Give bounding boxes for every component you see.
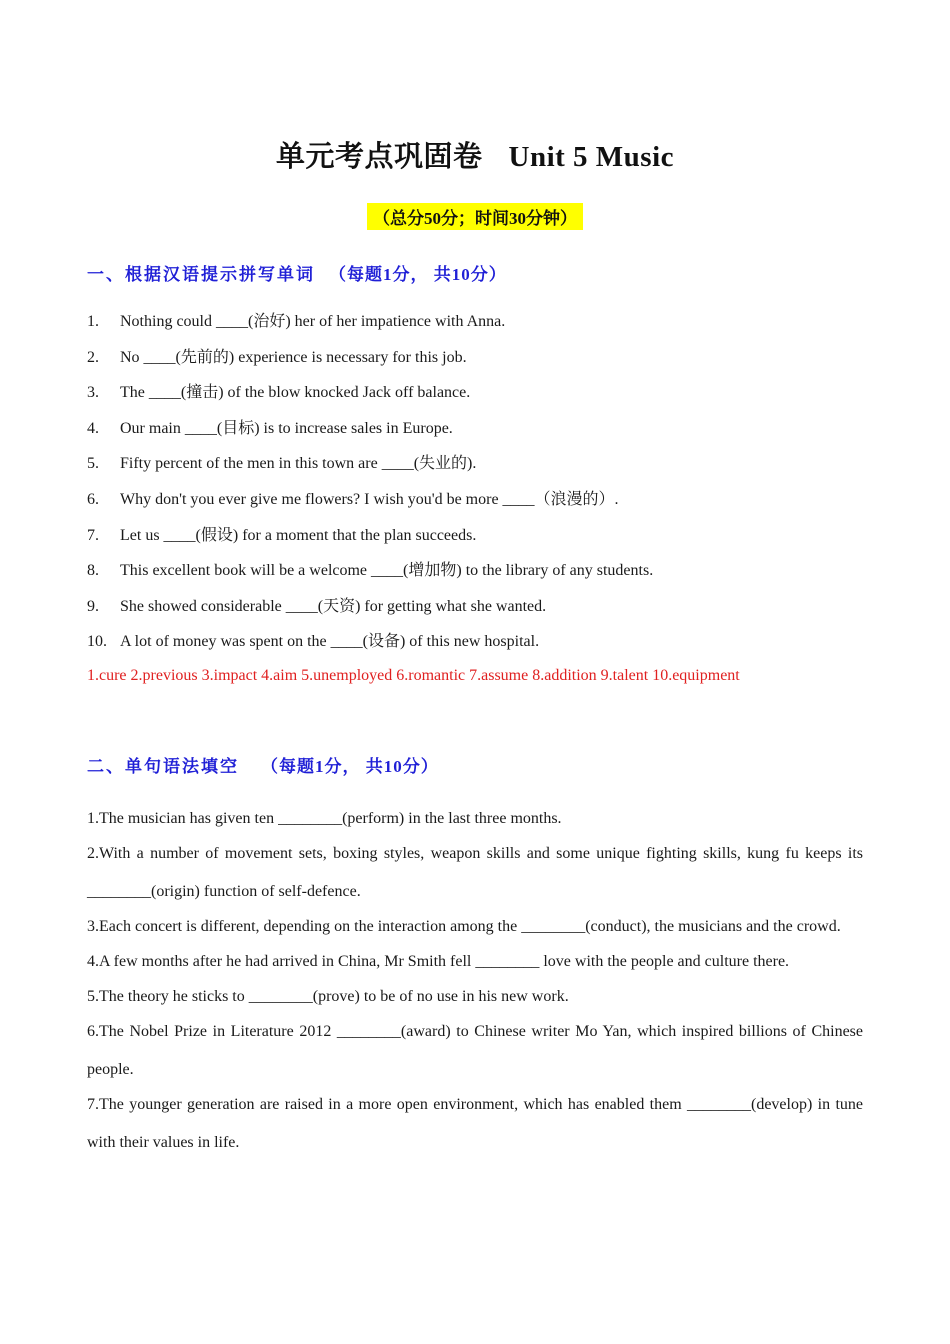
subtitle-wrap: [87, 203, 863, 230]
list-item: [87, 596, 863, 632]
question-text: She showed considerable ____(天资) for getting what she wanted.: [120, 597, 547, 615]
question-text: Let us ____(假设) for a moment that the plan succeeds.: [120, 526, 477, 544]
question-text: No ____(先前的) experience is necessary for this job.: [120, 348, 467, 366]
question-text: Why don't you ever give me flowers? I wish you'd be more ____（浪漫的）.: [120, 490, 619, 508]
question-text: Nothing could ____(治好) her of her impatience with Anna.: [120, 313, 506, 330]
section2-score: （每题1分， 共10分）: [261, 757, 439, 776]
question-number: 10.: [87, 633, 107, 651]
list-item: [87, 560, 863, 596]
list-item: 6.The Nobel Prize in Literature 2012 ________(award) to Chinese writer Mo Yan, which inspired billions of Chinese people.: [87, 1023, 863, 1078]
list-item: [87, 311, 863, 347]
title-en: Unit 5 Music: [508, 141, 674, 173]
list-item: 4.A few months after he had arrived in China, Mr Smith fell ________ love with the people and culture there.: [87, 953, 790, 970]
list-item: 5.The theory he sticks to ________(prove) to be of no use in his new work.: [87, 988, 569, 1005]
section1-question-list: [87, 311, 863, 667]
question-number: 6.: [87, 490, 99, 508]
list-item: 2.With a number of movement sets, boxing styles, weapon skills and some unique fighting skills, kung fu keeps its ________(origin) function of self-defence.: [87, 845, 863, 900]
page-title: [87, 134, 863, 175]
list-item: [87, 453, 863, 489]
section1-heading: [87, 260, 507, 285]
list-item: [87, 418, 863, 454]
question-number: 5.: [87, 455, 99, 473]
list-item: 7.The younger generation are raised in a more open environment, which has enabled them ________(develop) in tune with their values in life.: [87, 1096, 863, 1151]
list-item: 3.Each concert is different, depending on the interaction among the ________(conduct), the musicians and the crowd.: [87, 918, 841, 935]
question-number: 1.: [87, 313, 99, 330]
question-text: This excellent book will be a welcome ____(增加物) to the library of any students.: [120, 562, 654, 580]
question-number: 7.: [87, 526, 99, 544]
question-number: 8.: [87, 562, 99, 580]
list-item: [87, 489, 863, 525]
question-number: 4.: [87, 419, 99, 437]
section1-answer-key: 1.cure 2.previous 3.impact 4.aim 5.unemployed 6.romantic 7.assume 8.addition 9.talent 10.equipment: [87, 667, 740, 684]
question-text: A lot of money was spent on the ____(设备) of this new hospital.: [120, 633, 540, 651]
title-cn: 单元考点巩固卷: [275, 141, 483, 173]
score-time-subtitle: （总分50分；时间30分钟）: [367, 203, 583, 230]
question-number: 9.: [87, 597, 99, 615]
section1-score: （每题1分， 共10分）: [329, 265, 507, 284]
list-item: [87, 347, 863, 383]
question-text: Our main ____(目标) is to increase sales in Europe.: [120, 419, 453, 437]
question-number: 2.: [87, 348, 99, 366]
list-item: 1.The musician has given ten ________(perform) in the last three months.: [87, 810, 562, 827]
section2-question-list: [87, 800, 863, 1159]
question-text: Fifty percent of the men in this town are ____(失业的).: [120, 455, 477, 473]
list-item: [87, 525, 863, 561]
section2-title: 二、单句语法填空: [87, 757, 239, 776]
list-item: [87, 631, 863, 667]
question-number: 3.: [87, 384, 99, 402]
section1-title: 一、根据汉语提示拼写单词: [87, 265, 315, 284]
question-text: The ____(撞击) of the blow knocked Jack off balance.: [120, 384, 471, 402]
list-item: [87, 382, 863, 418]
section2-heading: [87, 752, 439, 777]
